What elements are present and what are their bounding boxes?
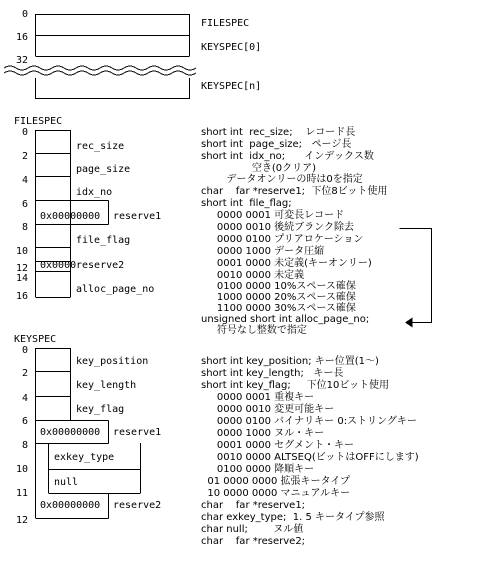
- keyspec-offset: 10: [15, 464, 28, 475]
- filespec-offset: 8: [21, 222, 28, 233]
- keyspec-code-line: short int key_flag; 下位10ビット使用: [201, 380, 389, 391]
- filespec-code-line: short int idx_no; インデックス数: [201, 151, 374, 162]
- filespec-value: 0x0000: [40, 260, 77, 271]
- keyspec-offset: 12: [15, 515, 28, 526]
- keyspec-code-line: 0000 1000 ヌル・キー: [201, 428, 325, 439]
- filespec-code-line: 符号なし整数で指定: [201, 325, 307, 336]
- filespec-code-line: 0000 0010 後続ブランク除去: [201, 222, 354, 233]
- filespec-offset: 2: [21, 151, 28, 162]
- flag-arrow-head: [406, 319, 412, 327]
- filespec-field: idx_no: [76, 187, 113, 198]
- top-label-filespec: FILESPEC: [201, 18, 250, 29]
- keyspec-offset: 4: [21, 393, 28, 404]
- keyspec-value: 0x00000000: [40, 500, 101, 511]
- keyspec-offset: 8: [21, 440, 28, 451]
- filespec-code-line: 1000 0000 20%スペース確保: [201, 292, 356, 303]
- flag-arrow-line: [400, 229, 432, 323]
- filespec-field: file_flag: [76, 235, 131, 246]
- filespec-code-line: 0100 0000 10%スペース確保: [201, 281, 356, 292]
- filespec-offset: 16: [15, 291, 28, 302]
- keyspec-title: KEYSPEC: [14, 334, 57, 345]
- filespec-code-line: 0001 0000 未定義(キーオンリー): [201, 258, 372, 269]
- filespec-code-line: unsigned short int alloc_page_no;: [201, 314, 370, 325]
- wavy-break-1: [4, 66, 196, 70]
- keyspec-code-line: short int key_position; キー位置(1～): [201, 356, 379, 367]
- keyspec-code-line: char exkey_type; 1. 5 キータイプ参照: [201, 512, 385, 523]
- keyspec-code-line: 0100 0000 降順キー: [201, 464, 315, 475]
- top-label-keyspecn: KEYSPEC[n]: [201, 81, 262, 92]
- keyspec-code-line: 0000 0010 変更可能キー: [201, 404, 335, 415]
- filespec-offset: 0: [21, 127, 28, 138]
- keyspec-field: exkey_type: [54, 452, 115, 463]
- keyspec-code-line: short int key_length; キー長: [201, 368, 344, 379]
- top-offset-32: 32: [15, 55, 28, 66]
- keyspec-code-line: char far *reserve2;: [201, 536, 306, 547]
- filespec-code-line: short int rec_size; レコード長: [201, 127, 356, 138]
- filespec-offset: 14: [15, 273, 28, 284]
- top-offset-0: 0: [21, 9, 28, 20]
- top-offset-16: 16: [15, 32, 28, 43]
- keyspec-offset: 0: [21, 345, 28, 356]
- wavy-break-2: [4, 71, 196, 75]
- filespec-code-line: 0010 0000 未定義: [201, 270, 305, 281]
- filespec-code-line: char far *reserve1; 下位8ビット使用: [201, 186, 388, 197]
- keyspec-field: null: [54, 477, 79, 488]
- filespec-offset: 4: [21, 175, 28, 186]
- keyspec-code-line: 0000 0001 重複キー: [201, 392, 315, 403]
- keyspec-code-line: 0001 0000 セグメント・キー: [201, 440, 355, 451]
- filespec-offset: 6: [21, 199, 28, 210]
- keyspec-field: reserve2: [113, 500, 162, 511]
- keyspec-code-line: 0010 0000 ALTSEQ(ビットはOFFにします): [201, 452, 419, 463]
- keyspec-field: reserve1: [113, 427, 162, 438]
- filespec-code-line: short int file_flag;: [201, 198, 292, 209]
- keyspec-offset: 2: [21, 368, 28, 379]
- filespec-dividers-a: [36, 154, 71, 201]
- filespec-code-line: 0000 0100 プリアロケーション: [201, 234, 364, 245]
- filespec-field: reserve2: [76, 260, 125, 271]
- filespec-offset: 10: [15, 246, 28, 257]
- filespec-offset: 12: [15, 263, 28, 274]
- keyspec-code-line: 0000 0100 バイナリキー 0:ストリングキー: [201, 416, 417, 427]
- filespec-field: rec_size: [76, 141, 125, 152]
- keyspec-offset: 11: [15, 488, 28, 499]
- filespec-title: FILESPEC: [14, 116, 63, 127]
- filespec-code-line: データオンリーの時は0を指定: [201, 174, 363, 185]
- top-struct-tail: [36, 78, 190, 99]
- filespec-code-line: 0000 0001 可変長レコード: [201, 210, 345, 221]
- keyspec-code-line: 01 0000 0000 拡張キータイプ: [201, 476, 351, 487]
- filespec-field: page_size: [76, 164, 131, 175]
- filespec-code-line: 空き(0クリア): [201, 163, 317, 174]
- filespec-value: 0x00000000: [40, 211, 101, 222]
- keyspec-offset: 6: [21, 416, 28, 427]
- filespec-code-line: short int page_size; ページ長: [201, 139, 352, 150]
- keyspec-field: key_position: [76, 356, 149, 367]
- keyspec-code-line: char far *reserve1;: [201, 500, 306, 511]
- keyspec-field: key_length: [76, 380, 137, 391]
- filespec-field: alloc_page_no: [76, 284, 155, 295]
- top-label-keyspec0: KEYSPEC[0]: [201, 42, 262, 53]
- keyspec-field: key_flag: [76, 404, 125, 415]
- filespec-field: reserve1: [113, 211, 162, 222]
- filespec-code-line: 1100 0000 30%スペース確保: [201, 303, 356, 314]
- filespec-code-line: 0000 1000 データ圧縮: [201, 246, 325, 257]
- top-struct-box: [36, 14, 190, 57]
- keyspec-code-line: 10 0000 0000 マニュアルキー: [201, 488, 351, 499]
- keyspec-code-line: char null; ヌル値: [201, 524, 304, 535]
- keyspec-value: 0x00000000: [40, 427, 101, 438]
